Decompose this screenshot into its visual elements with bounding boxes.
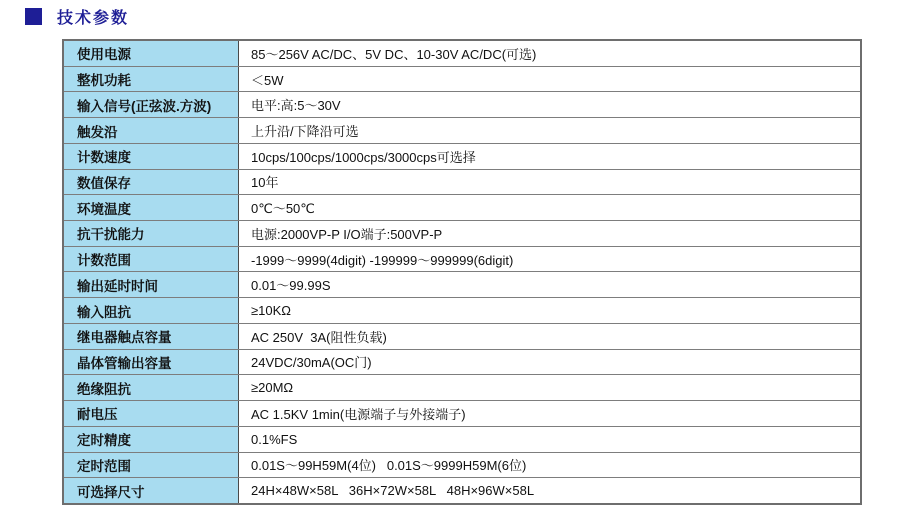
table-row [64,272,860,298]
square-bullet-icon [25,8,42,25]
spec-value-cell: ≥10KΩ [239,298,860,323]
spec-name-cell: 计数范围 [64,247,239,272]
table-row [64,247,860,273]
spec-value-cell: 0.1%FS [239,427,860,452]
table-row [64,41,860,67]
spec-name-cell: 数值保存 [64,170,239,195]
spec-value-cell: AC 1.5KV 1min(电源端子与外接端子) [239,401,860,426]
spec-name-cell: 环境温度 [64,195,239,220]
spec-value-cell: 0.01～99.99S [239,272,860,297]
table-row [64,170,860,196]
table-row [64,221,860,247]
spec-name-cell: 耐电压 [64,401,239,426]
spec-value-cell: 24H×48W×58L 36H×72W×58L 48H×96W×58L [239,478,860,503]
spec-name-cell: 触发沿 [64,118,239,143]
spec-value-cell: -1999～9999(4digit) -199999～999999(6digit) [239,247,860,272]
spec-name-cell: 定时精度 [64,427,239,452]
table-row [64,324,860,350]
spec-value-cell: 24VDC/30mA(OC门) [239,350,860,375]
spec-name-cell: 整机功耗 [64,67,239,92]
spec-value-cell: 10年 [239,170,860,195]
spec-name-cell: 可选择尺寸 [64,478,239,503]
table-row [64,92,860,118]
spec-value-cell: 85～256V AC/DC、5V DC、10-30V AC/DC(可选) [239,41,860,66]
spec-value-cell: ＜5W [239,67,860,92]
spec-value-cell: AC 250V 3A(阻性负载) [239,324,860,349]
spec-value-cell: 电源:2000VP-P I/O端子:500VP-P [239,221,860,246]
spec-table [62,39,862,505]
table-row [64,478,860,503]
table-row [64,144,860,170]
spec-value-cell: ≥20MΩ [239,375,860,400]
spec-value-cell: 上升沿/下降沿可选 [239,118,860,143]
table-row [64,401,860,427]
spec-name-cell: 绝缘阻抗 [64,375,239,400]
spec-value-cell: 0.01S～99H59M(4位) 0.01S～9999H59M(6位) [239,453,860,478]
spec-name-cell: 抗干扰能力 [64,221,239,246]
spec-name-cell: 使用电源 [64,41,239,66]
spec-name-cell: 输入阻抗 [64,298,239,323]
spec-value-cell: 10cps/100cps/1000cps/3000cps可选择 [239,144,860,169]
spec-name-cell: 晶体管输出容量 [64,350,239,375]
spec-name-cell: 继电器触点容量 [64,324,239,349]
table-row [64,453,860,479]
table-row [64,118,860,144]
spec-name-cell: 定时范围 [64,453,239,478]
spec-name-cell: 计数速度 [64,144,239,169]
spec-value-cell: 0℃～50℃ [239,195,860,220]
table-row [64,427,860,453]
table-row [64,67,860,93]
spec-name-cell: 输出延时时间 [64,272,239,297]
spec-value-cell: 电平:高:5～30V [239,92,860,117]
table-row [64,298,860,324]
section-header [25,5,129,28]
page-title: 技术参数 [57,10,130,27]
spec-name-cell: 输入信号(正弦波.方波) [64,92,239,117]
table-row [64,375,860,401]
table-row [64,350,860,376]
table-row [64,195,860,221]
